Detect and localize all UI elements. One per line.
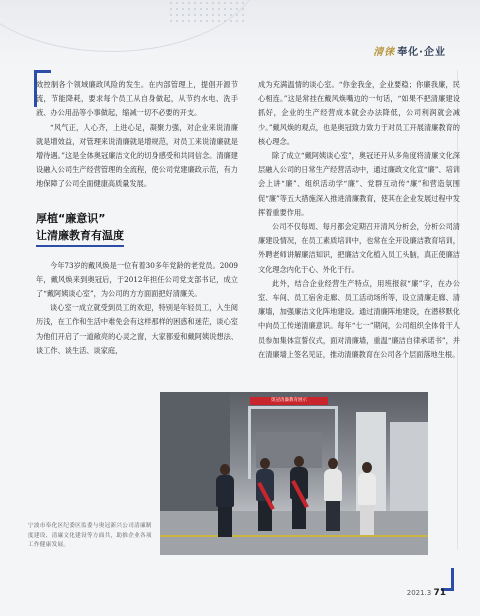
photo-caption: 宁波市奉化区纪委区监委与奥冠新兴公司清廉制度建设、清廉文化建设等方面共，助推企业各项工作健康发展。 (28, 523, 152, 548)
body-paragraph: 此外，结合企业经营生产特点，用班报叙“廉”字，在办公室、车间、员工宿舍走廊、员工活动场所等，设立清廉走廊、清廉墙，加强廉洁文化阵地建设。通过清廉阵地建设，在潜移默化中向员工传递清廉意识。每年“七一”期间，公司组织全体骨干人员参加集体宣誓仪式，面对清廉墙，重温“廉洁自律承诺书”，并在清廉墙上签名见证，推动清廉教育在公司各个层面落地生根。 (258, 278, 460, 359)
section-title-line-2: 让清廉教育有温度 (36, 227, 124, 247)
floor-yellow-line (160, 535, 428, 537)
page-number (407, 588, 446, 598)
body-paragraph: 公司不仅每周、每月都会定期召开清风分析会，分析公司清廉建设情况，在员工素质培训中，也常在全开设廉洁教育培训，外聘老师讲解廉洁知识，把廉洁文化植入员工头脑，真正使廉洁文化理念内化于心、外化于行。 (258, 222, 460, 274)
body-paragraph: 除了成立“戴阿姨谈心室”，奥冠还开从多角度将清廉文化深层融入公司的日常生产经营活动中，通过廉政文化宣“廉”、培训会上讲“廉”、组织活动学“廉”、党群互动传“廉”和营造氛围促“廉”等五大措施深入推进清廉教育，使其在企业发展过程中发挥着重要作用。 (258, 151, 460, 217)
section-header (373, 43, 446, 58)
person (256, 458, 274, 531)
header-section-title: 奉化·企业 (397, 47, 446, 58)
right-column (258, 78, 460, 362)
person (324, 458, 342, 531)
header-logo-mark: 清徕 (373, 47, 396, 58)
person (290, 456, 308, 529)
red-banner: 奥冠清廉教育展示 (250, 397, 328, 405)
section-title-line-1: 厚植“廉意识” (36, 211, 106, 225)
body-paragraph: 成为充满温情的谈心室。“你金我金，企业要稳；你廉我廉，民心相连。”这是常挂在戴风焕嘴边的一句话，“如果不把清廉建设抓好，企业的生产经营成本就会办法降低，公司利润就会减少。”戴风焕的观点，也是奥冠致力致力于对员工开展清廉教育的核心理念。 (258, 80, 460, 146)
person (358, 462, 376, 535)
body-paragraph: 谈心室一成立就受到员工的欢迎，特别是年轻员工，入生阅历浅，在工作和生活中难免会有这样那样的困惑和迷茫，谈心室为他们开启了一道敞亮的心灵之窗，大家都爱和戴阿姨说想法、谈工作、谈生活、谈家庭， (36, 303, 238, 355)
page-number-value: 71 (433, 588, 446, 598)
issue-date: 2021.3 (406, 589, 432, 597)
decorative-dots (168, 0, 248, 26)
body-paragraph: 效控制各个领域廉政风险的发生。在内部管理上，提倡开源节流，节能降耗，要求每个员工从自身做起，从节约水电、洗手液、办公用品等小事做起，缩减一切不必要的开支。 (36, 80, 238, 118)
machine-right (390, 422, 428, 512)
body-paragraph: 今年73岁的戴风焕是一位有着30多年党龄的老党员。2009年，戴风焕来到奥冠后，于2012年担任公司党支部书记，成立了“戴阿姨谈心室”，为公司的方方面面把好清廉关。 (36, 260, 238, 299)
person (216, 464, 234, 537)
factory-group-photo (160, 392, 428, 555)
body-paragraph: “风气正，人心齐，上进心足，凝聚力强，对企业来说清廉就是增效益，对管理来说清廉就是增规范，对员工来说清廉就是增待遇。”这是全体奥冠廉洁文化的切身感受和共同信念。清廉建设融入公司生产经营管理的全流程，使公司党建廉政示范，有力地保障了公司全面健康高质量发展。 (36, 122, 238, 189)
left-column (36, 78, 238, 358)
section-heading (36, 210, 238, 247)
